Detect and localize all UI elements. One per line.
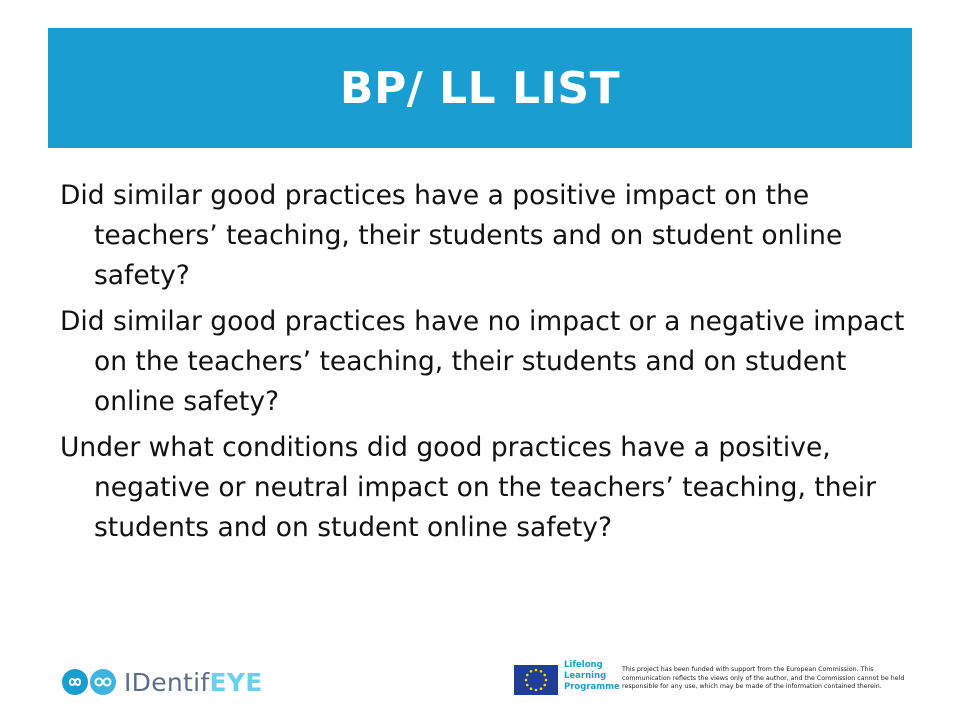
llp-label: Lifelong Learning Programme xyxy=(564,660,620,692)
question-3: Under what conditions did good practices have a positive, negative or neutral impact on the teachers’ teaching, their students and on student online safety? xyxy=(60,432,877,543)
question-1: Did similar good practices have a positive impact on the teachers’ teaching, their students and on student online safety? xyxy=(60,180,843,291)
eu-flag-icon xyxy=(514,665,558,695)
slide-body xyxy=(60,176,910,554)
infinity-icon xyxy=(62,669,88,695)
eye-icon xyxy=(90,669,116,695)
identifeye-wordmark: IDentifEYE xyxy=(124,667,263,697)
question-2: Did similar good practices have no impact or a negative impact on the teachers’ teaching, their students and on student online safety? xyxy=(60,306,905,417)
identifeye-logo xyxy=(62,664,263,700)
slide-title: BP/ LL LIST xyxy=(339,62,621,114)
title-bar xyxy=(48,28,912,148)
funding-disclaimer: This project has been funded with support from the European Commission. This communication reflects the views only of the author, and the Commission cannot be held responsible for any use, which may be made of the information contained therein. xyxy=(622,666,905,690)
footer xyxy=(0,652,960,712)
